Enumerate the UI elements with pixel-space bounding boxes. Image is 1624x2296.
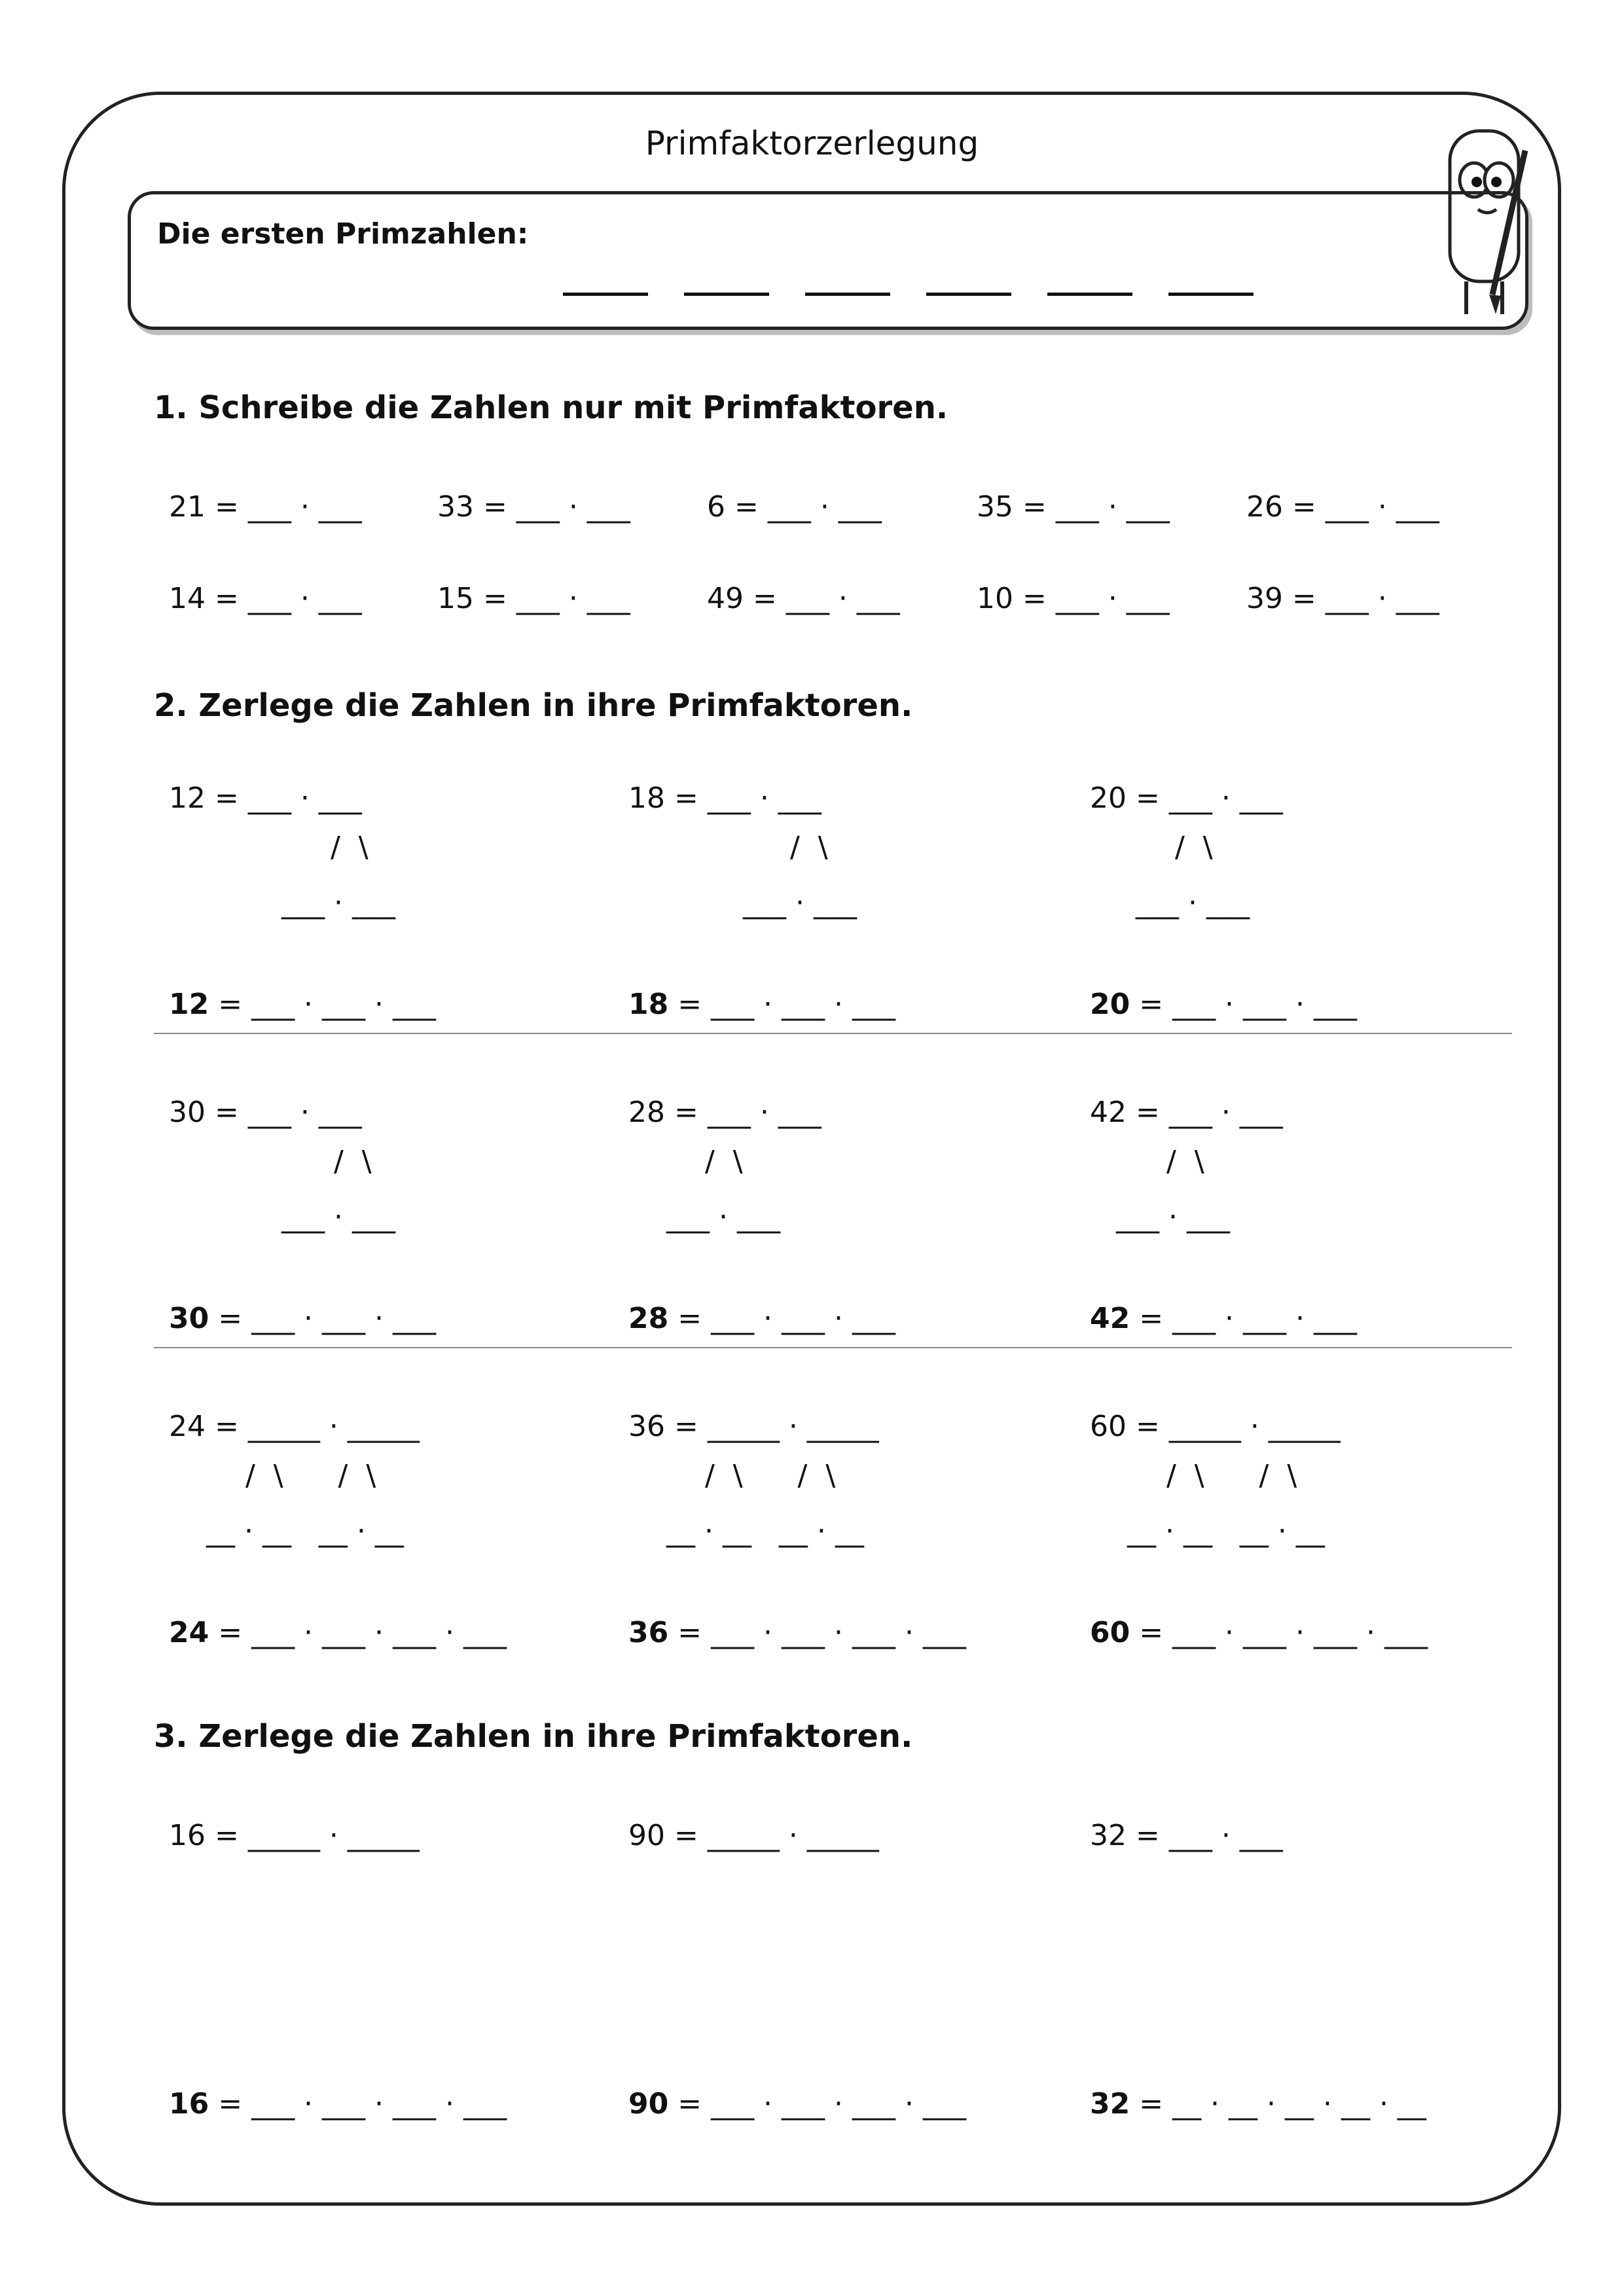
separator-line <box>154 1347 1512 1348</box>
factor-tree-branch: / \ <box>705 1145 743 1178</box>
factor-tree-branch: / \ <box>1175 831 1213 864</box>
factor-tree-top[interactable]: 30 = ___ · ___ <box>169 1096 362 1129</box>
equation[interactable]: 10 = ___ · ___ <box>977 582 1170 615</box>
prime-blank[interactable] <box>926 293 1011 296</box>
factor-tree-branch: / \ <box>790 831 828 864</box>
section1-heading: 1. Schreibe die Zahlen nur mit Primfaktoren. <box>154 389 948 426</box>
factor-result[interactable]: 18 = ___ · ___ · ___ <box>628 988 895 1021</box>
factor-result[interactable]: 12 = ___ · ___ · ___ <box>169 988 436 1021</box>
factor-tree-branch: / \ / \ <box>1166 1459 1297 1492</box>
prime-blank[interactable] <box>563 293 648 296</box>
factor-tree-sub[interactable]: ___ · ___ <box>1116 1200 1230 1234</box>
factor-tree-sub[interactable]: ___ · ___ <box>666 1200 780 1234</box>
factor-tree-top[interactable]: 24 = _____ · _____ <box>169 1410 420 1443</box>
factor-tree-sub[interactable]: __ · __ __ · __ <box>666 1515 864 1548</box>
equation[interactable]: 26 = ___ · ___ <box>1246 490 1439 524</box>
factor-tree-branch: / \ <box>331 831 369 864</box>
prime-blank[interactable] <box>684 293 769 296</box>
section2-heading: 2. Zerlege die Zahlen in ihre Primfaktoren. <box>154 687 913 724</box>
factor-result[interactable]: 16 = ___ · ___ · ___ · ___ <box>169 2087 507 2121</box>
factor-tree-top[interactable]: 42 = ___ · ___ <box>1090 1096 1283 1129</box>
factor-result[interactable]: 30 = ___ · ___ · ___ <box>169 1302 436 1335</box>
factor-tree-branch: / \ / \ <box>245 1459 376 1492</box>
factor-result[interactable]: 60 = ___ · ___ · ___ · ___ <box>1090 1616 1428 1649</box>
factor-tree-sub[interactable]: __ · __ __ · __ <box>206 1515 404 1548</box>
prime-blank[interactable] <box>1047 293 1132 296</box>
factor-result[interactable]: 20 = ___ · ___ · ___ <box>1090 988 1357 1021</box>
factor-tree-top[interactable]: 20 = ___ · ___ <box>1090 781 1283 815</box>
factor-result[interactable]: 36 = ___ · ___ · ___ · ___ <box>628 1616 966 1649</box>
prime-blank[interactable] <box>805 293 890 296</box>
equation[interactable]: 15 = ___ · ___ <box>437 582 630 615</box>
equation[interactable]: 14 = ___ · ___ <box>169 582 362 615</box>
factor-tree-top[interactable]: 32 = ___ · ___ <box>1090 1819 1283 1852</box>
primes-box <box>128 191 1528 330</box>
factor-tree-sub[interactable]: ___ · ___ <box>281 1200 395 1234</box>
factor-tree-top[interactable]: 18 = ___ · ___ <box>628 781 821 815</box>
equation[interactable]: 39 = ___ · ___ <box>1246 582 1439 615</box>
equation[interactable]: 35 = ___ · ___ <box>977 490 1170 524</box>
factor-result[interactable]: 42 = ___ · ___ · ___ <box>1090 1302 1357 1335</box>
factor-tree-sub[interactable]: ___ · ___ <box>1136 886 1250 920</box>
factor-tree-branch: / \ <box>1166 1145 1204 1178</box>
factor-tree-top[interactable]: 12 = ___ · ___ <box>169 781 362 815</box>
factor-tree-top[interactable]: 28 = ___ · ___ <box>628 1096 821 1129</box>
factor-tree-sub[interactable]: __ · __ __ · __ <box>1127 1515 1325 1548</box>
factor-result[interactable]: 90 = ___ · ___ · ___ · ___ <box>628 2087 966 2121</box>
factor-result[interactable]: 28 = ___ · ___ · ___ <box>628 1302 895 1335</box>
factor-tree-sub[interactable]: ___ · ___ <box>281 886 395 920</box>
factor-tree-top[interactable]: 16 = _____ · _____ <box>169 1819 420 1852</box>
factor-tree-top[interactable]: 90 = _____ · _____ <box>628 1819 879 1852</box>
prime-blank[interactable] <box>1168 293 1254 296</box>
factor-tree-branch: / \ <box>334 1145 372 1178</box>
section3-heading: 3. Zerlege die Zahlen in ihre Primfaktoren. <box>154 1718 913 1755</box>
factor-result[interactable]: 24 = ___ · ___ · ___ · ___ <box>169 1616 507 1649</box>
factor-tree-top[interactable]: 36 = _____ · _____ <box>628 1410 879 1443</box>
equation[interactable]: 33 = ___ · ___ <box>437 490 630 524</box>
factor-result[interactable]: 32 = __ · __ · __ · __ · __ <box>1090 2087 1426 2121</box>
worksheet-title: Primfaktorzerlegung <box>645 124 979 162</box>
factor-tree-sub[interactable]: ___ · ___ <box>743 886 857 920</box>
equation[interactable]: 49 = ___ · ___ <box>707 582 900 615</box>
equation[interactable]: 6 = ___ · ___ <box>707 490 882 524</box>
factor-tree-branch: / \ / \ <box>705 1459 836 1492</box>
separator-line <box>154 1033 1512 1034</box>
factor-tree-top[interactable]: 60 = _____ · _____ <box>1090 1410 1341 1443</box>
primes-label: Die ersten Primzahlen: <box>157 217 529 251</box>
equation[interactable]: 21 = ___ · ___ <box>169 490 362 524</box>
